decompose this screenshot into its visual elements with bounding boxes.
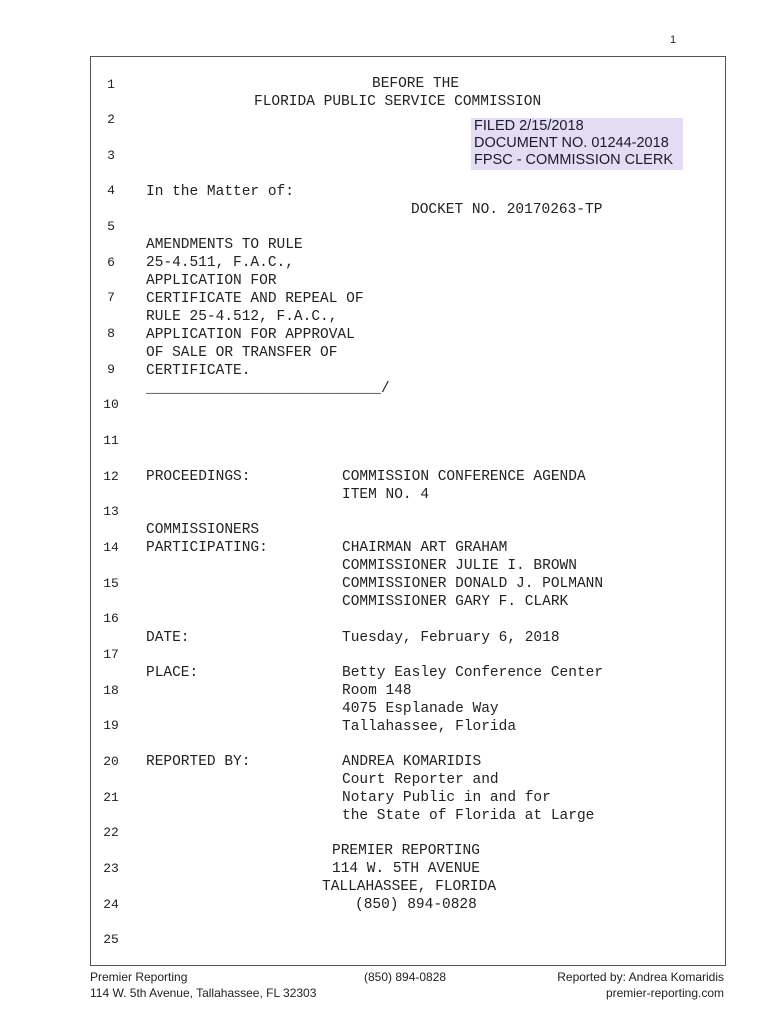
commissioner-name: COMMISSIONER JULIE I. BROWN — [342, 558, 577, 574]
line-number: 14 — [103, 540, 119, 555]
line-number: 17 — [103, 647, 119, 662]
footer-phone: (850) 894-0828 — [364, 970, 447, 984]
caption-line: AMENDMENTS TO RULE — [146, 237, 303, 253]
commissioner-name: COMMISSIONER GARY F. CLARK — [342, 594, 569, 610]
footer-firm-name: Premier Reporting — [90, 970, 188, 984]
line-number: 21 — [103, 790, 119, 805]
date-value: Tuesday, February 6, 2018 — [342, 630, 560, 646]
commissioners-label: PARTICIPATING: — [146, 540, 268, 556]
proceedings-label: PROCEEDINGS: — [146, 469, 251, 485]
line-number: 23 — [103, 861, 119, 876]
line-number: 9 — [107, 362, 115, 377]
line-number: 8 — [107, 326, 115, 341]
matter-label: In the Matter of: — [146, 184, 294, 200]
line-number: 6 — [107, 255, 115, 270]
commissioner-name: COMMISSIONER DONALD J. POLMANN — [342, 576, 604, 592]
footer-reported-by: Reported by: Andrea Komaridis — [557, 970, 724, 984]
firm-line: PREMIER REPORTING — [332, 843, 480, 859]
place-line: Betty Easley Conference Center — [342, 665, 604, 681]
footer-website: premier-reporting.com — [605, 986, 724, 1000]
line-number: 4 — [107, 183, 115, 198]
clerk-label: FPSC - COMMISSION CLERK — [474, 152, 673, 168]
caption-line: 25-4.511, F.A.C., — [146, 255, 294, 271]
caption-line: RULE 25-4.512, F.A.C., — [146, 309, 338, 325]
line-number: 15 — [103, 576, 119, 591]
line-number: 3 — [107, 148, 115, 163]
line-number: 1 — [107, 77, 115, 92]
caption-signature-line: ___________________________/ — [146, 381, 390, 397]
proceedings-value: ITEM NO. 4 — [342, 487, 430, 503]
line-number: 25 — [103, 932, 119, 947]
caption-line: APPLICATION FOR APPROVAL — [146, 327, 355, 343]
line-number: 22 — [103, 825, 119, 840]
reporter-line: Notary Public in and for — [342, 790, 551, 806]
line-number: 13 — [103, 504, 119, 519]
reporter-line: ANDREA KOMARIDIS — [342, 754, 482, 770]
line-number: 19 — [103, 718, 119, 733]
place-line: Tallahassee, Florida — [342, 719, 517, 735]
line-number: 5 — [107, 219, 115, 234]
caption-line: CERTIFICATE AND REPEAL OF — [146, 291, 364, 307]
firm-line: 114 W. 5TH AVENUE — [332, 861, 480, 877]
caption-line: APPLICATION FOR — [146, 273, 277, 289]
place-line: 4075 Esplanade Way — [342, 701, 499, 717]
header-before-the: BEFORE THE — [372, 76, 460, 92]
line-number: 18 — [103, 683, 119, 698]
line-number: 2 — [107, 112, 115, 127]
place-label: PLACE: — [146, 665, 199, 681]
document-number: DOCUMENT NO. 01244-2018 — [474, 135, 669, 151]
firm-phone: (850) 894-0828 — [355, 897, 477, 913]
docket-number: DOCKET NO. 20170263-TP — [411, 202, 603, 218]
line-number: 12 — [103, 469, 119, 484]
commissioner-name: CHAIRMAN ART GRAHAM — [342, 540, 508, 556]
proceedings-value: COMMISSION CONFERENCE AGENDA — [342, 469, 586, 485]
reporter-line: Court Reporter and — [342, 772, 499, 788]
reporter-line: the State of Florida at Large — [342, 808, 595, 824]
line-number: 20 — [103, 754, 119, 769]
commissioners-label: COMMISSIONERS — [146, 522, 260, 538]
place-line: Room 148 — [342, 683, 412, 699]
reported-by-label: REPORTED BY: — [146, 754, 251, 770]
caption-line: CERTIFICATE. — [146, 363, 251, 379]
page-number: 1 — [670, 34, 677, 46]
filing-stamp — [471, 118, 683, 170]
caption-line: OF SALE OR TRANSFER OF — [146, 345, 338, 361]
line-number: 10 — [103, 397, 119, 412]
line-number: 16 — [103, 611, 119, 626]
footer-address: 114 W. 5th Avenue, Tallahassee, FL 32303 — [90, 986, 317, 1000]
firm-line: TALLAHASSEE, FLORIDA — [322, 879, 497, 895]
filing-date: FILED 2/15/2018 — [474, 118, 584, 134]
line-number: 24 — [103, 897, 119, 912]
line-number: 11 — [103, 433, 119, 448]
date-label: DATE: — [146, 630, 190, 646]
line-number: 7 — [107, 290, 115, 305]
header-commission-name: FLORIDA PUBLIC SERVICE COMMISSION — [254, 94, 542, 110]
